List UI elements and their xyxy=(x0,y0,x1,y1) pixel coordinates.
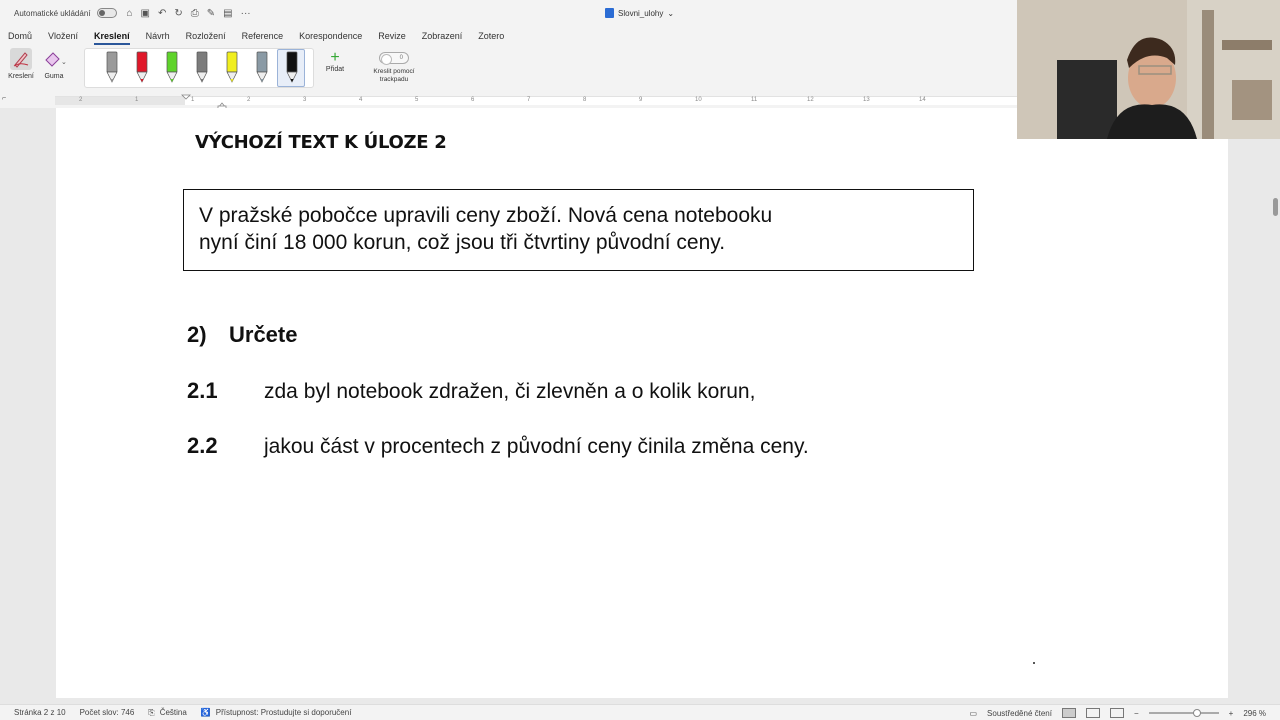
focus-mode-button[interactable]: Soustředěné čtení xyxy=(987,708,1052,718)
save-icon[interactable]: ▣ xyxy=(140,7,150,19)
tab-domu[interactable]: Domů xyxy=(8,31,33,41)
tab-revize[interactable]: Revize xyxy=(378,31,406,41)
tab-reference[interactable]: Reference xyxy=(241,31,284,41)
zoom-level[interactable]: 296 % xyxy=(1243,708,1266,718)
ruler-tick-label: 3 xyxy=(303,97,307,103)
gray-pen-icon[interactable] xyxy=(193,51,211,85)
zoom-slider[interactable] xyxy=(1149,712,1219,714)
add-pen-label: Přidat xyxy=(325,66,345,73)
ruler-tick-label: 9 xyxy=(639,97,643,103)
trackpad-label-line2: trackpadu xyxy=(379,76,409,83)
ruler-tick-label: 1 xyxy=(135,97,139,103)
status-right xyxy=(969,708,1266,718)
zoom-in-button[interactable]: + xyxy=(1228,708,1234,718)
word-doc-icon xyxy=(605,8,614,18)
redo-icon[interactable]: ↻ xyxy=(174,7,183,19)
pen-icon[interactable]: ✎ xyxy=(206,7,216,19)
focus-mode-icon: ▭ xyxy=(969,708,978,718)
status-bar xyxy=(0,704,1280,720)
quick-access-toolbar xyxy=(127,8,251,19)
ink-dot xyxy=(1033,662,1035,664)
accessibility-label: Přístupnost: Prostudujte si doporučení xyxy=(215,708,352,717)
ruler-tick-label: 12 xyxy=(807,97,814,103)
page-indicator[interactable]: Stránka 2 z 10 xyxy=(14,708,66,717)
tab-kresleni[interactable]: Kreslení xyxy=(86,27,138,45)
plus-icon: + xyxy=(330,49,340,66)
ruler-tick-label: 1 xyxy=(191,97,195,103)
web-layout-view-button[interactable] xyxy=(1086,708,1100,718)
source-text-line-1: V pražské pobočce upravili ceny zboží. Nová cena notebooku xyxy=(199,204,773,227)
draw-tool-button[interactable] xyxy=(5,48,37,88)
home-icon[interactable]: ⌂ xyxy=(126,7,133,19)
format-icon[interactable]: ▤ xyxy=(223,7,233,19)
draw-icon xyxy=(10,48,32,70)
ruler-left-margin xyxy=(55,97,185,105)
tab-zobrazeni[interactable]: Zobrazení xyxy=(421,31,463,41)
eraser-tool-button[interactable] xyxy=(38,48,70,88)
trackpad-toggle[interactable]: 0 xyxy=(379,52,409,64)
tab-zotero[interactable]: Zotero xyxy=(478,31,505,41)
autosave-toggle[interactable] xyxy=(97,8,117,18)
document-area[interactable] xyxy=(0,108,1280,704)
ruler-track xyxy=(55,96,1018,105)
ruler-tick-label: 11 xyxy=(751,97,758,103)
document-title[interactable] xyxy=(605,8,674,18)
subtask-text: zda byl notebook zdražen, či zlevněn a o kolik korun, xyxy=(264,380,756,403)
eraser-icon xyxy=(43,48,65,70)
accessibility-icon: ♿ xyxy=(200,708,211,717)
accessibility-indicator[interactable] xyxy=(201,708,352,717)
ruler-tick-label: 14 xyxy=(919,97,926,103)
presenter-video-image xyxy=(1017,0,1280,139)
ruler-tick-label: 10 xyxy=(695,97,702,103)
svg-text:⌄: ⌄ xyxy=(61,58,67,66)
horizontal-ruler[interactable] xyxy=(0,93,1018,107)
document-page[interactable] xyxy=(56,108,1228,698)
ruler-tick-label: 13 xyxy=(863,97,870,103)
draw-label: Kreslení xyxy=(8,73,34,80)
print-icon[interactable]: ⎙ xyxy=(190,7,199,19)
task-number: 2) xyxy=(187,322,207,347)
zoom-out-button[interactable]: − xyxy=(1133,708,1139,718)
language-indicator[interactable] xyxy=(148,708,187,718)
yellow-highlighter-icon[interactable] xyxy=(223,51,241,85)
tab-vlozeni[interactable]: Vložení xyxy=(48,31,79,41)
scroll-thumb[interactable] xyxy=(1273,198,1278,216)
subtask-number: 2.1 xyxy=(187,378,218,403)
tab-navrh[interactable]: Návrh xyxy=(145,31,170,41)
eraser-label: Guma xyxy=(44,73,64,80)
subtask-text: jakou část v procentech z původní ceny činila změna ceny. xyxy=(264,435,809,458)
ruler-tick-label: 5 xyxy=(415,97,419,103)
autosave-label: Automatické ukládání xyxy=(14,8,91,18)
gray-pencil-icon[interactable] xyxy=(103,51,121,85)
print-layout-view-button[interactable] xyxy=(1062,708,1076,718)
source-text-line-2: nyní činí 18 000 korun, což jsou tři čtvrtiny původní ceny. xyxy=(199,231,726,254)
subtask-item xyxy=(187,378,755,404)
ruler-tick-label: 6 xyxy=(471,97,475,103)
word-count[interactable]: Počet slov: 746 xyxy=(79,708,135,717)
ruler-tick-label: 4 xyxy=(359,97,363,103)
pen-gallery xyxy=(84,48,314,88)
webcam-overlay xyxy=(1017,0,1280,139)
ruler-tick-label: 8 xyxy=(583,97,587,103)
tab-korespondence[interactable]: Korespondence xyxy=(299,31,363,41)
more-icon[interactable]: ··· xyxy=(240,7,251,19)
red-pen-icon[interactable] xyxy=(133,51,151,85)
add-pen-button[interactable] xyxy=(320,50,350,73)
gray-marker-icon[interactable] xyxy=(253,51,271,85)
zoom-slider-knob[interactable] xyxy=(1193,709,1201,717)
tab-stop-icon[interactable]: ⌐ xyxy=(2,95,7,102)
ruler-tick-label: 2 xyxy=(79,97,83,103)
chevron-down-icon: ⌄ xyxy=(667,8,675,18)
ruler-tick-label: 2 xyxy=(247,97,251,103)
outline-view-button[interactable] xyxy=(1110,708,1124,718)
document-title-text: Slovni_ulohy xyxy=(618,8,664,18)
subtask-item xyxy=(187,433,809,459)
source-text-box[interactable] xyxy=(183,189,974,271)
task-title: Určete xyxy=(229,322,298,347)
vertical-scrollbar[interactable] xyxy=(1270,108,1280,704)
task-heading xyxy=(187,322,297,348)
green-highlighter-icon[interactable] xyxy=(163,51,181,85)
black-pen-icon[interactable] xyxy=(283,51,301,85)
language-label: Čeština xyxy=(159,708,187,717)
trackpad-draw-control xyxy=(368,50,420,84)
tab-rozlozeni[interactable]: Rozložení xyxy=(185,31,226,41)
ruler-tick-label: 7 xyxy=(527,97,531,103)
proofing-icon: ⎘ xyxy=(148,707,155,717)
indent-marker-icon[interactable] xyxy=(181,94,191,108)
trackpad-label-line1: Kreslit pomocí xyxy=(373,68,415,75)
section-heading: VÝCHOZÍ TEXT K ÚLOZE 2 xyxy=(195,132,447,153)
undo-icon[interactable]: ↶ xyxy=(158,7,167,19)
subtask-number: 2.2 xyxy=(187,433,218,458)
